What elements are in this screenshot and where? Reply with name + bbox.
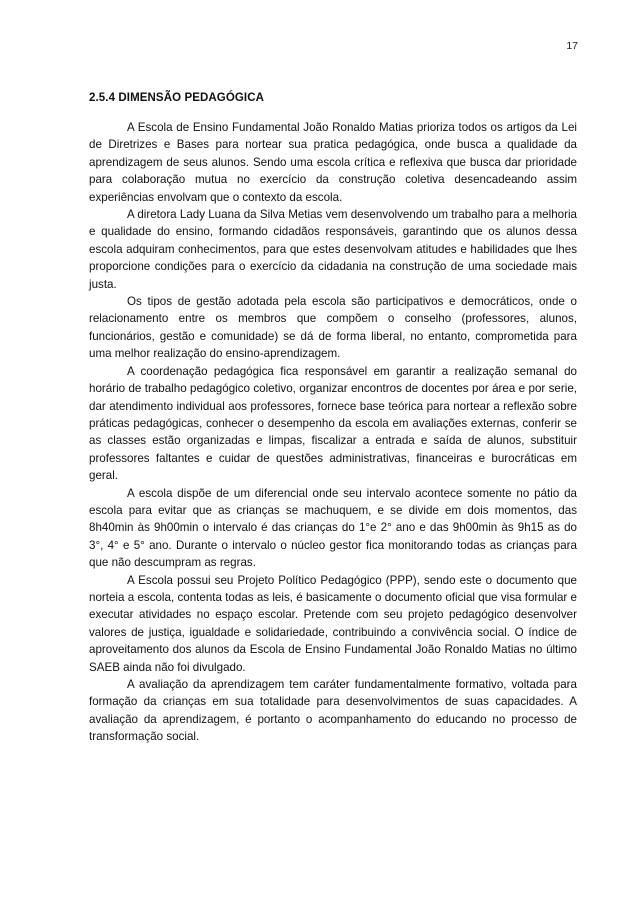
- paragraph-assessment: A avaliação da aprendizagem tem caráter fundamentalmente formativo, voltada para formação da crianças em sua totalidade para desenvolvimentos de suas capacidades. A avaliação da aprendizagem, é portanto o acompanhamento do educando no processo de transformação social.: [89, 678, 577, 744]
- page-number: 17: [566, 40, 578, 52]
- paragraph-director: A diretora Lady Luana da Silva Metias vem desenvolvendo um trabalho para a melhoria e qualidade do ensino, formando cidadãos responsáveis, garantindo que os alunos dessa escola adquiram conhecimentos, para que estes desenvolvam atitudes e habilidades que lhes proporcione condições para o exercício da cidadania na construção de uma sociedade mais justa.: [89, 208, 577, 291]
- section-heading: 2.5.4 DIMENSÃO PEDAGÓGICA: [89, 92, 265, 104]
- paragraph-break-time: A escola dispõe de um diferencial onde seu intervalo acontece somente no pátio da escola para evitar que as crianças se machuquem, e se divide em dois momentos, das 8h40min às 9h00min o intervalo é das crianças do 1°e 2° ano e das 9h00min às 9h15 as do 3°, 4° e 5° ano. Durante o intervalo o núcleo gestor fica monitorando todas as crianças para que não descumpram as regras.: [89, 486, 577, 570]
- paragraph-coordination: A coordenação pedagógica fica responsável em garantir a realização semanal do horário de trabalho pedagógico coletivo, organizar encontros de docentes por área e por serie, dar atendimento individual aos professores, fornece base teórica para nortear a reflexão sobre práticas pedagógicas, conhecer o desempenho da escola em avaliações externas, conferir se as classes estão organizadas e limpas, fiscalizar a entrada e saída de alunos, substituir professores faltantes e cuidar de questões administrativas, financeiras e burocráticas em geral.: [89, 364, 577, 483]
- page-content: [89, 92, 577, 746]
- paragraph-intro: A Escola de Ensino Fundamental João Ronaldo Matias prioriza todos os artigos da Lei de Diretrizes e Bases para nortear sua pratica pedagógica, onde busca a qualidade da aprendizagem de seus alunos. Sendo uma escola crítica e reflexiva que busca dar prioridade para colaboração mutua no exercício da construção coletiva desencadeando assim experiências envolvam que o contexto da escola.: [89, 121, 577, 204]
- paragraph-ppp: A Escola possui seu Projeto Político Pedagógico (PPP), sendo este o documento que norteia a escola, contenta todas as leis, é basicamente o documento oficial que visa formular e executar atividades no espaço escolar. Pretende com seu projeto pedagógico desenvolver valores de justiça, igualdade e solidariedade, contribuindo a convivência social. O índice de aproveitamento dos alunos da Escola de Ensino Fundamental João Ronaldo Matias no último SAEB ainda não foi divulgado.: [89, 573, 577, 674]
- paragraph-management: Os tipos de gestão adotada pela escola são participativos e democráticos, onde o relacionamento entre os membros que compõem o conselho (professores, alunos, funcionários, gestão e comunidade) se dá de forma liberal, no entanto, comprometida para uma melhor realização do ensino-aprendizagem.: [89, 295, 577, 361]
